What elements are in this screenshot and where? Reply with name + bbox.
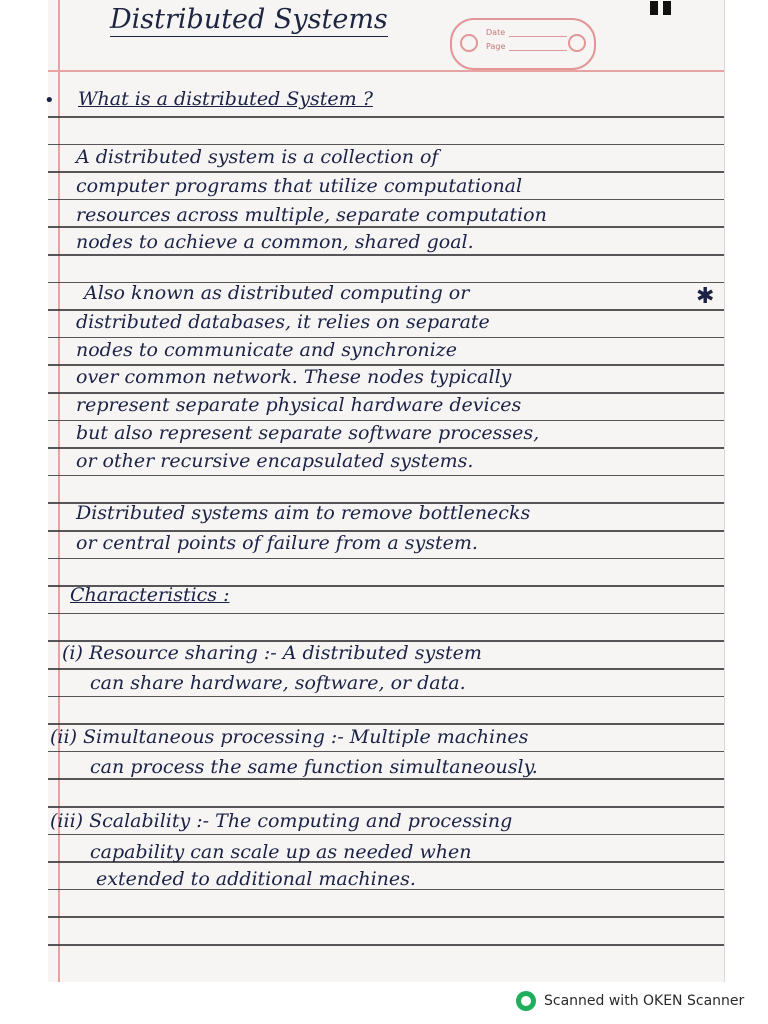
asterisk-mark: ✱ [696,284,715,309]
text-line: extended to additional machines. [96,868,416,890]
text-line: can share hardware, software, or data. [90,672,466,694]
text-line: or central points of failure from a system. [76,532,478,554]
text-line: distributed databases, it relies on separate [76,311,490,333]
question-heading: What is a distributed System ? [78,88,373,110]
text-line: over common network. These nodes typically [76,366,512,388]
text-line: Also known as distributed computing or [84,282,470,304]
margin-dot: • [44,90,55,111]
list-item-3: (iii) Scalability :- The computing and processing [50,810,513,832]
text-line: capability can scale up as needed when [90,841,472,863]
list-item-2: (ii) Simultaneous processing :- Multiple machines [50,726,529,748]
text-line: A distributed system is a collection of [76,146,439,168]
list-item-1: (i) Resource sharing :- A distributed system [62,642,482,664]
text-line: or other recursive encapsulated systems. [76,450,474,472]
text-line: can process the same function simultaneously. [90,756,538,778]
text-line: Distributed systems aim to remove bottlenecks [76,502,531,524]
date-field: Date [486,28,567,37]
text-line: but also represent separate software processes, [76,422,540,444]
page-field: Page [486,42,567,51]
footer-text: Scanned with OKEN Scanner [544,993,745,1009]
oken-scanner-icon [516,991,536,1011]
page-title: Distributed Systems [110,4,388,35]
characteristics-heading: Characteristics : [70,584,230,606]
scanner-footer [516,990,744,1012]
text-line: represent separate physical hardware devices [76,394,522,416]
text-line: nodes to achieve a common, shared goal. [76,231,474,253]
text-line: resources across multiple, separate computation [76,204,547,226]
text-line: nodes to communicate and synchronize [76,339,457,361]
text-line: computer programs that utilize computational [76,175,523,197]
